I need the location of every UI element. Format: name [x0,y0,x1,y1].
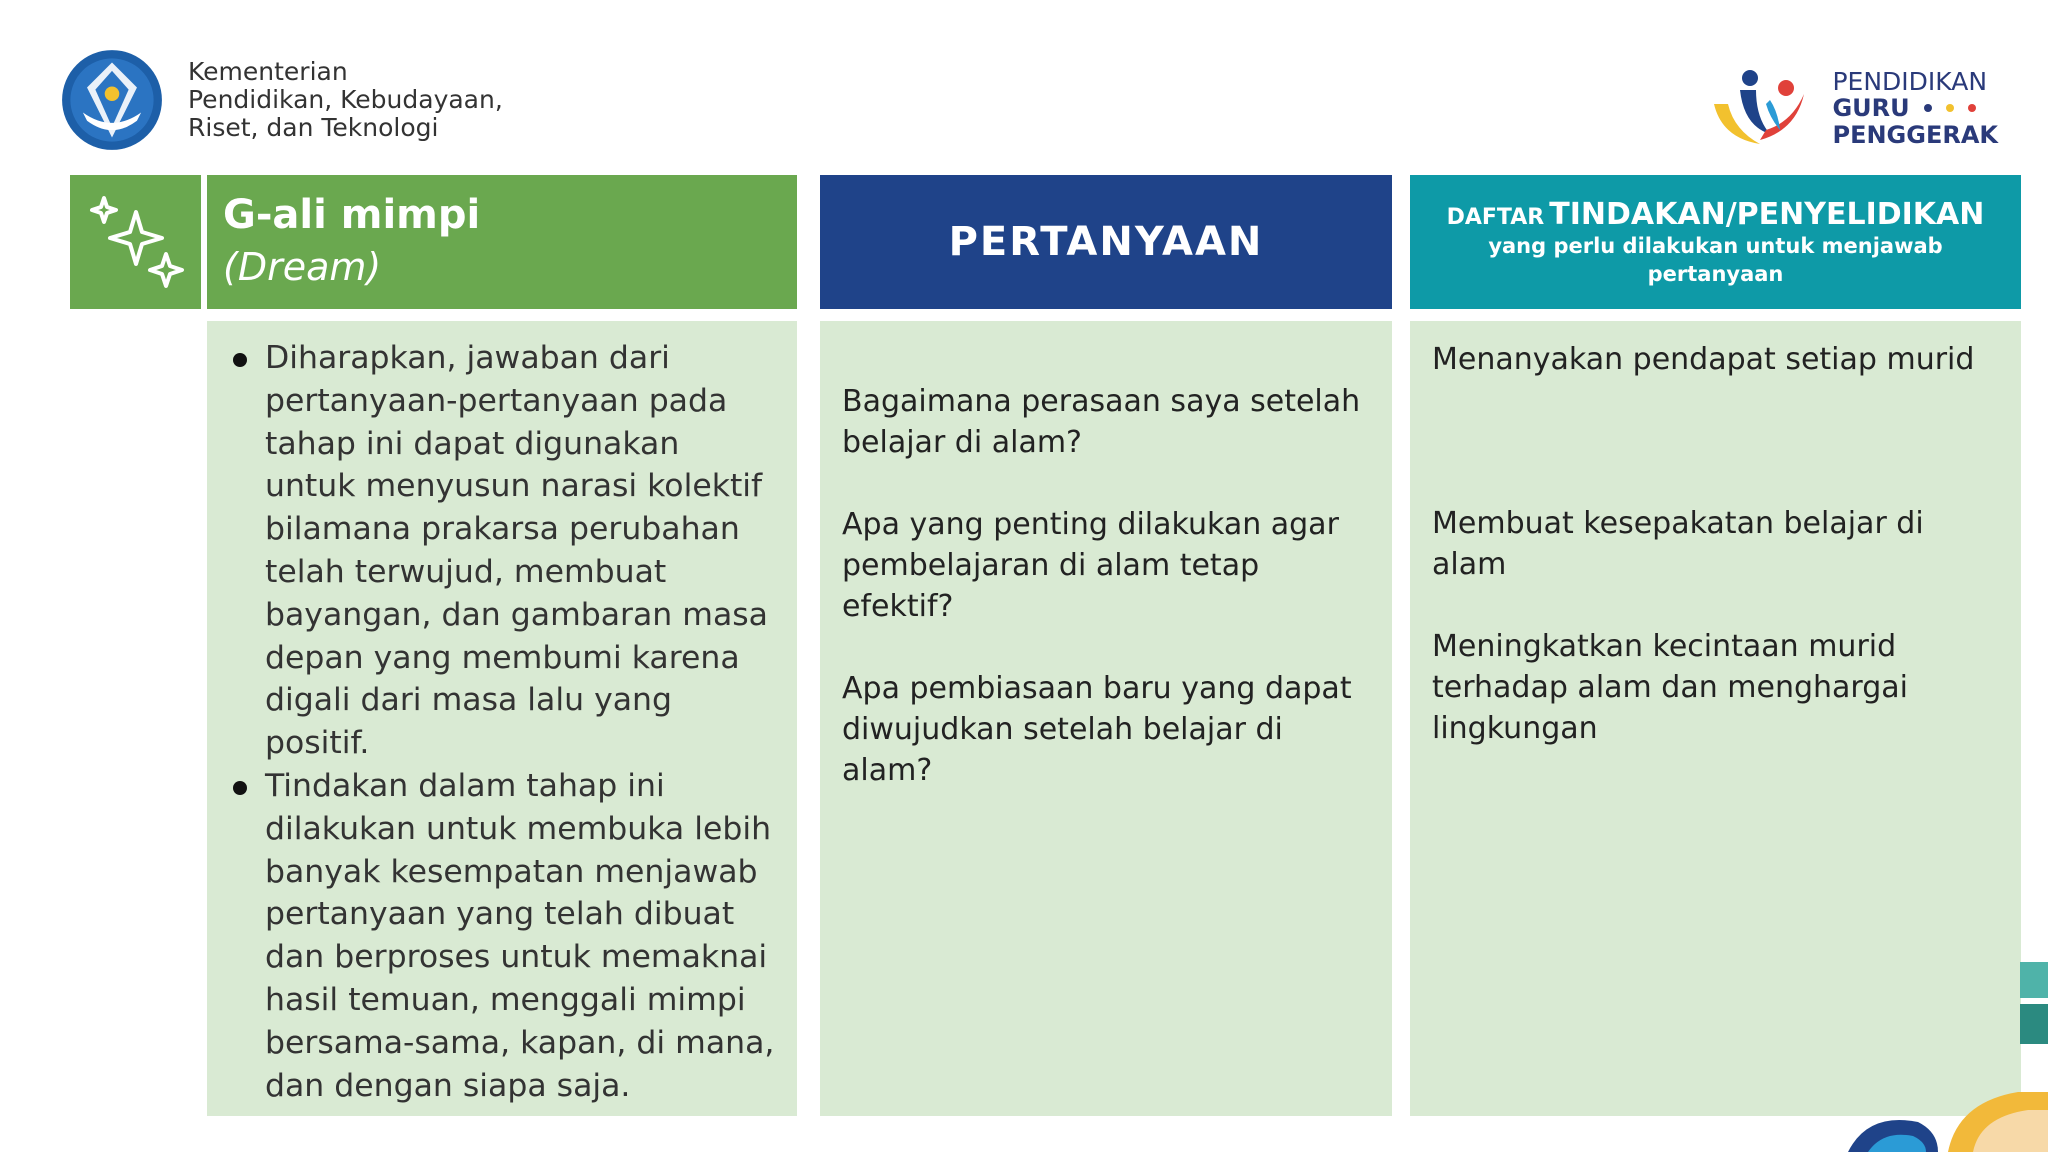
actions-title-sub: yang perlu dilakukan untuk menjawab pertanyaan [1488,234,1943,286]
dot-icon [1946,104,1954,112]
questions-panel [820,321,1392,1116]
program-name-line-3: PENGGERAK [1832,120,1998,149]
program-name-line-1: PENDIDIKAN [1832,66,1988,96]
program-name-line-2: GURU [1832,93,1910,122]
decorative-corner-pattern [1788,962,2048,1152]
action-item: Menanyakan pendapat setiap murid [1432,342,1975,377]
sparkles-icon [86,192,186,292]
dream-subtitle: (Dream) [223,245,382,289]
ministry-logo [60,48,503,152]
list-item: Tindakan dalam tahap ini dilakukan untuk membuka lebih banyak kesempatan menjawab pertanyaan yang telah dibuat dan berproses untuk memaknai hasil temuan, menggali mimpi bersama-sama, kapan, di mana, dan dengan siapa saja. [231,765,779,1107]
dream-title: G-ali mimpi [223,192,481,238]
question-item: Bagaimana perasaan saya setelah belajar di alam? [842,384,1361,460]
action-item: Membuat kesepakatan belajar di alam [1432,506,1924,582]
tut-wuri-handayani-emblem-icon [60,48,164,152]
ministry-name-line-2: Pendidikan, Kebudayaan, [188,85,503,114]
dream-bullet-list [231,337,779,1107]
questions-header [820,175,1392,309]
question-item: Apa pembiasaan baru yang dapat diwujudkan setelah belajar di alam? [842,671,1352,788]
action-item: Meningkatkan kecintaan murid terhadap alam dan menghargai lingkungan [1432,629,1908,746]
questions-title: PERTANYAAN [948,219,1264,265]
pendidikan-guru-penggerak-logo-icon [1700,60,1820,156]
program-logo [1700,60,1998,156]
ministry-name-line-1: Kementerian [188,57,348,86]
list-item: Diharapkan, jawaban dari pertanyaan-pertanyaan pada tahap ini dapat digunakan untuk menyusun narasi kolektif bilamana prakarsa perubahan telah terwujud, membuat bayangan, dan gambaran masa depan yang membumi karena digali dari masa lalu yang positif. [231,337,779,765]
dream-header [207,175,797,309]
question-item: Apa yang penting dilakukan agar pembelajaran di alam tetap efektif? [842,507,1339,624]
actions-header [1410,175,2021,309]
actions-title-main: TINDAKAN/PENYELIDIKAN [1549,197,1985,232]
ministry-name-line-3: Riset, dan Teknologi [188,113,439,142]
dream-icon-cell [70,175,201,309]
dot-icon [1924,104,1932,112]
dream-panel [207,321,797,1116]
dot-icon [1968,104,1976,112]
actions-title-prefix: DAFTAR [1446,205,1545,230]
